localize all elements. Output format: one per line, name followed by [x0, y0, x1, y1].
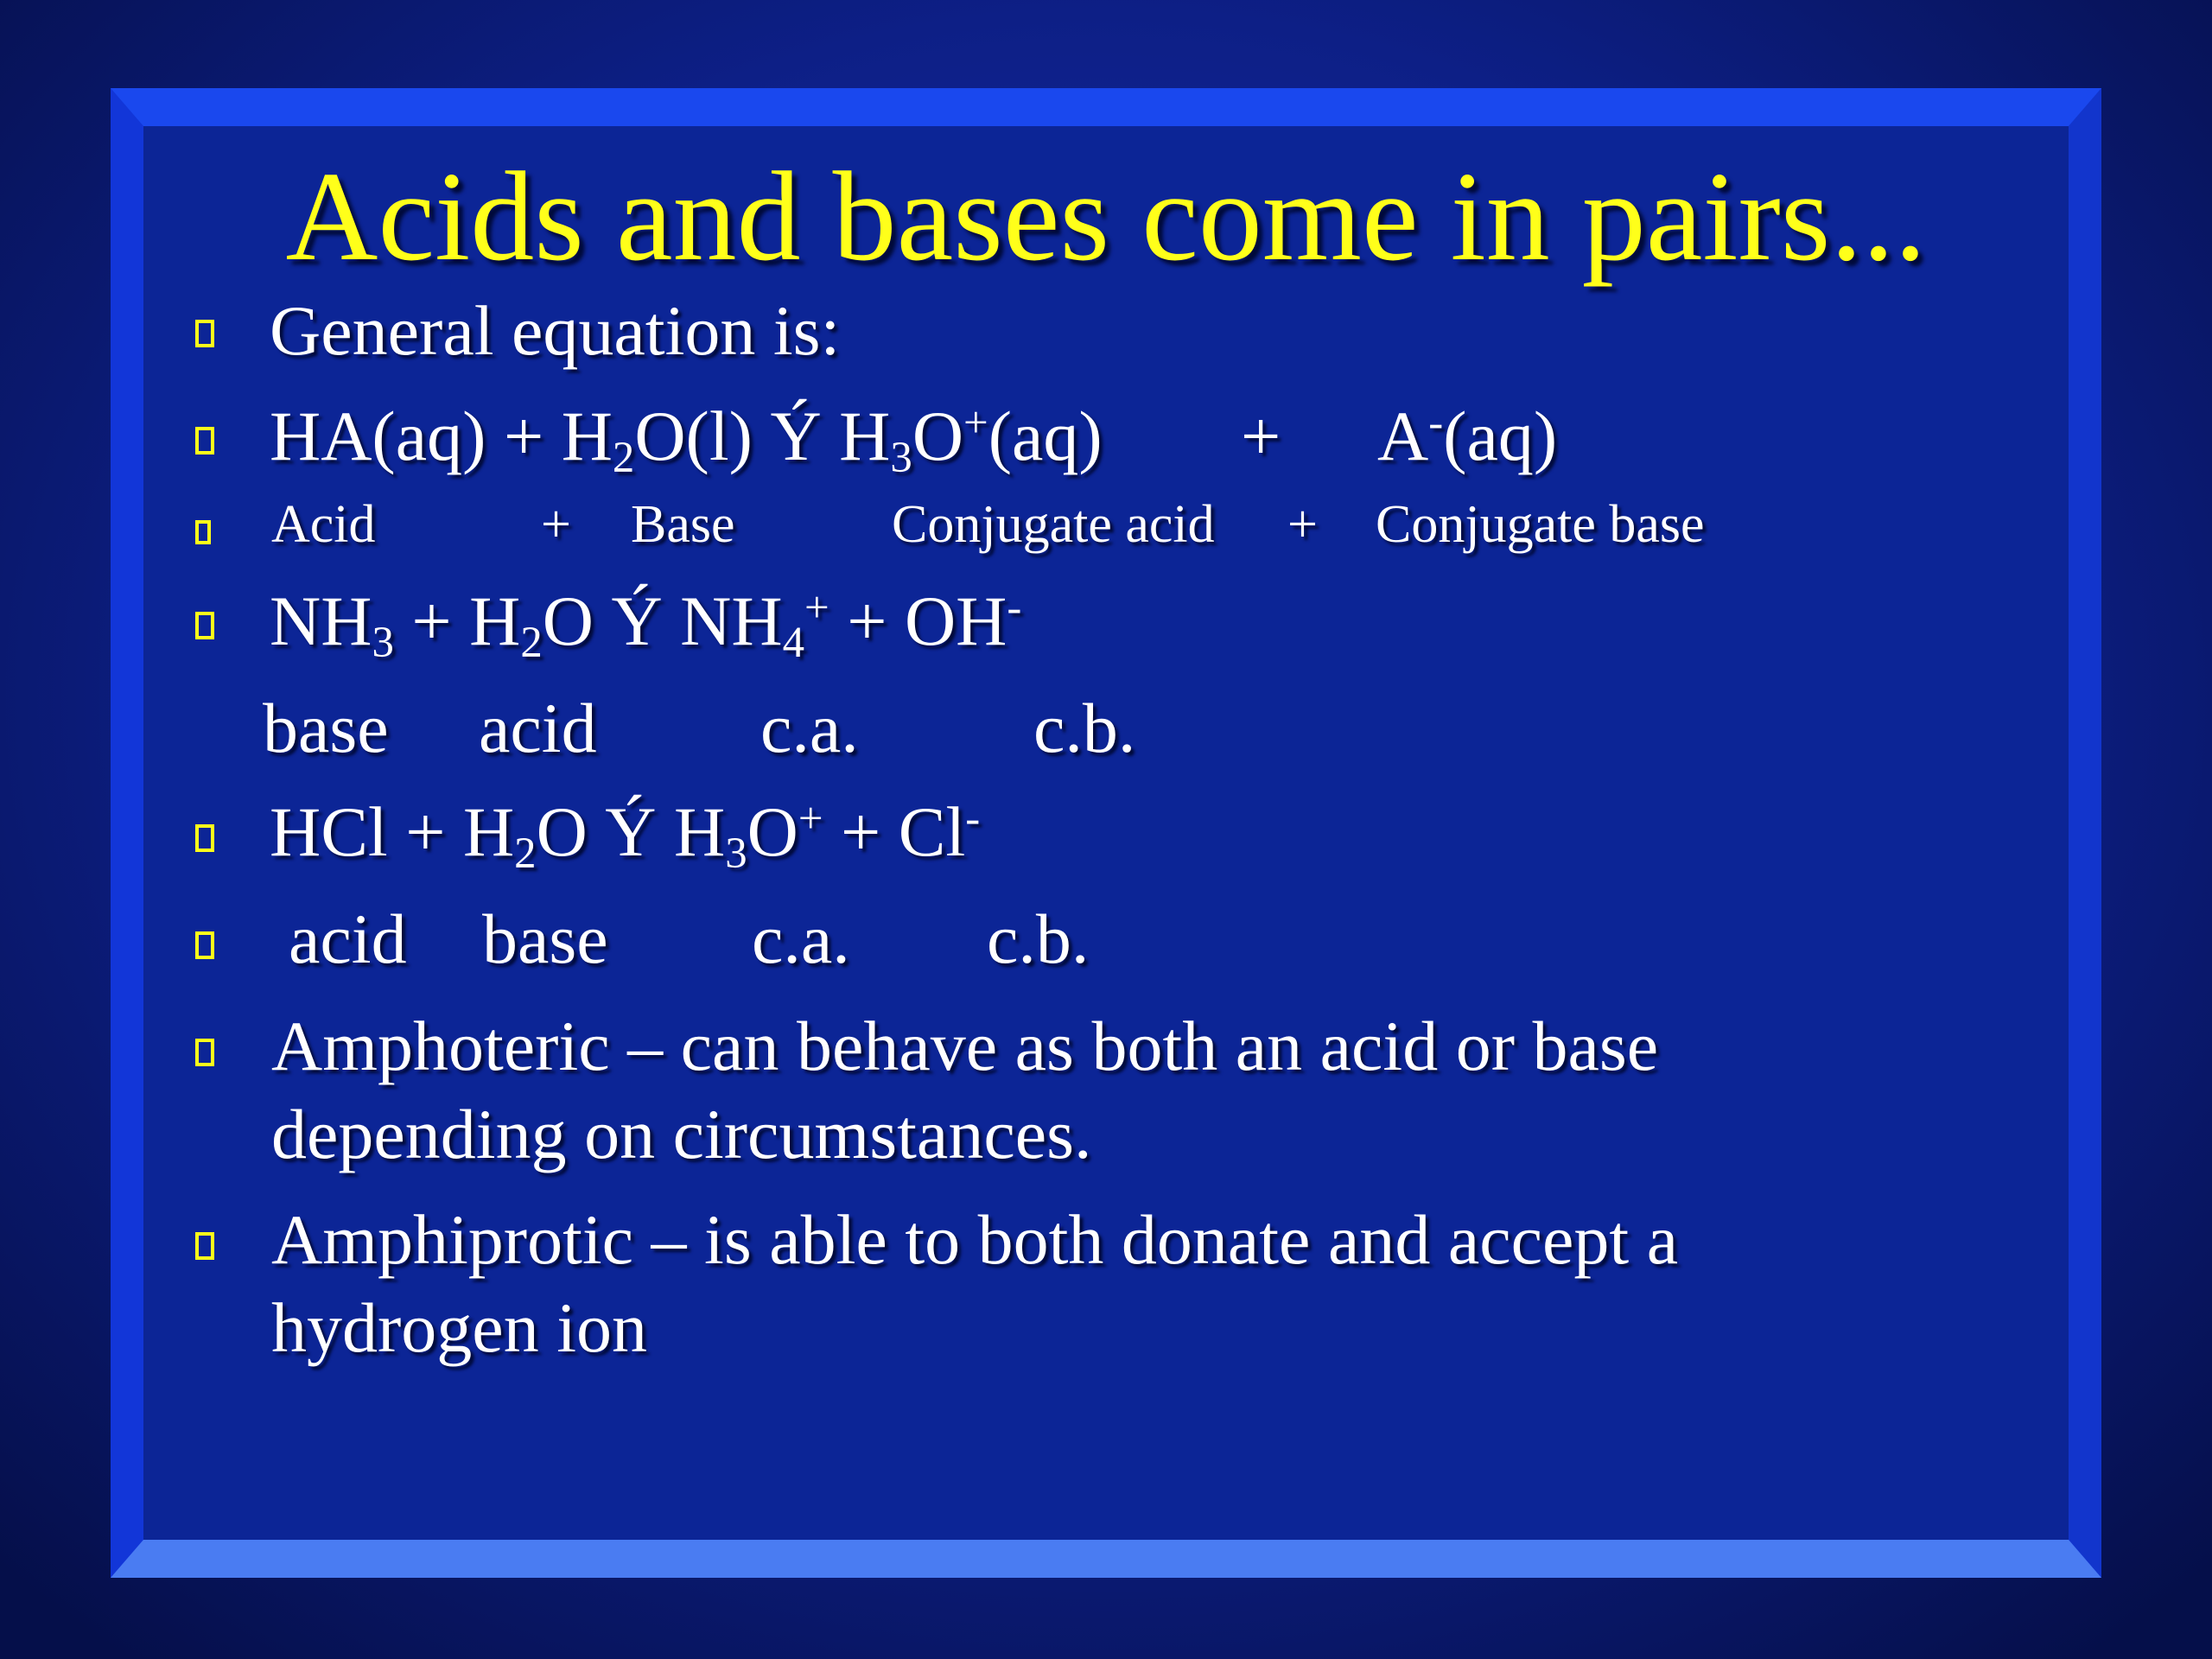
bullet-general-equation: General equation is: — [270, 291, 841, 370]
equation-nh3-labels: base acid c.a. c.b. — [263, 689, 1136, 767]
equation-hcl: HCl + $H_2O$ Ý $H_3O^+ + Cl^-$ — [270, 792, 981, 878]
bullet-icon — [195, 612, 214, 639]
equation-ha-labels: Acid + Base Conjugate acid + Conjugate base — [271, 495, 1705, 554]
equation-ha-plus: + — [1241, 397, 1281, 475]
bullet-icon — [195, 1232, 214, 1260]
bullet-icon — [195, 427, 214, 454]
equation-nh3: $NH_3 + H_2O$ Ý $NH_4^+ + OH^-$ — [270, 582, 1022, 667]
bullet-icon — [195, 320, 214, 347]
amphiprotic-line-2: hydrogen ion — [271, 1288, 647, 1367]
bullet-icon — [195, 1039, 214, 1066]
amphoteric-line-1: Amphoteric – can behave as both an acid or base — [271, 1007, 1659, 1085]
frame-bevel-top — [111, 88, 2101, 126]
equation-ha-conjugate-base: A-(aq) — [1377, 397, 1558, 475]
frame-bevel-bottom — [111, 1540, 2101, 1578]
slide-title: Acids and bases come in pairs... — [285, 146, 1927, 288]
amphiprotic-line-1: Amphiprotic – is able to both donate and accept a — [271, 1200, 1679, 1279]
frame-bevel-right — [2069, 88, 2101, 1578]
amphoteric-line-2: depending on circumstances. — [271, 1095, 1092, 1173]
equation-hcl-labels: acid base c.a. c.b. — [289, 899, 1090, 978]
frame-bevel-left — [111, 88, 143, 1578]
bullet-icon — [195, 824, 214, 852]
equation-ha: $HA(aq) + H_2O(l)$ Ý $H_3O^+(aq)$ — [270, 397, 1103, 482]
